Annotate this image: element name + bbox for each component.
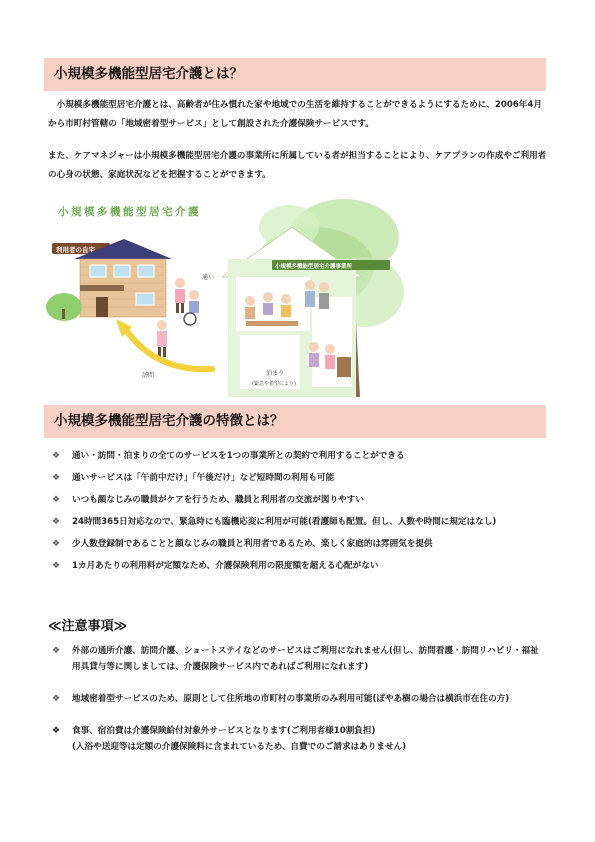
commute-label: 通い — [202, 274, 215, 281]
feature-text: 24時間365日対応なので、緊急時にも臨機応変に利用が可能(看護師も配置。但し、人数や時間に規定はなし) — [72, 517, 497, 527]
visit-label: 訪問 — [142, 372, 155, 379]
note-text: 地域密着型サービスのため、原則として住所地の市町村の事業所のみ利用可能(ぽやあ樹の場合は横浜市在住の方) — [72, 694, 510, 704]
note-text: 外部の通所介護、訪問介護、ショートステイなどのサービスはご利用になれません(但し、訪問看護・訪問リハビリ・福祉用具貸与等に関しましては、介護保険サービス内であればご利用になれます) — [72, 646, 539, 672]
note-text: 食事、宿泊費は介護保険給付対象外サービスとなります(ご利用者様10割負担) (入浴や送迎等は定額の介護保険料に含まれているため、自費でのご請求はありません) — [72, 726, 407, 752]
section-heading-about: 小規模多機能型居宅介護とは？ — [44, 58, 546, 91]
home-label: 利用者の自宅 — [56, 246, 95, 254]
stay-sub-label: (緊急や希望により) — [252, 381, 296, 387]
list-item — [52, 468, 547, 488]
list-item — [52, 534, 547, 554]
notes-heading: ≪注意事項≫ — [48, 619, 128, 634]
notes-list — [52, 643, 547, 755]
section-heading-features: 小規模多機能型居宅介護の特徴とは？ — [44, 405, 546, 438]
feature-text: 少人数登録制であることと顔なじみの職員と利用者であるため、楽しく家庭的は雰囲気を提供 — [72, 539, 433, 549]
facility-label: 小規模多機能型居宅介護事業所 — [275, 264, 353, 270]
diamond-bullet-icon: ❖ — [52, 539, 61, 549]
feature-text: 通いサービスは「午前中だけ」「午後だけ」など短時間の利用も可能 — [72, 473, 335, 483]
list-item — [52, 723, 547, 755]
feature-text: いつも顔なじみの職員がケアを行うため、職員と利用者の交流が図りやすい — [72, 495, 364, 505]
list-item — [52, 643, 547, 675]
diamond-bullet-icon: ❖ — [52, 646, 61, 656]
diamond-bullet-icon: ❖ — [52, 694, 61, 704]
intro-paragraph: 小規模多機能型居宅介護とは、高齢者が住み慣れた家や地域での生活を維持することができるようにするために、2006年4月から市町村管轄の「地域密着型サービス」として創設された介護保険サービスです。 — [48, 100, 542, 129]
list-item — [52, 556, 547, 576]
diamond-bullet-icon: ❖ — [52, 561, 61, 571]
feature-text: 1カ月あたりの利用料が定額なため、介護保険利用の限度額を超える心配がない — [72, 561, 379, 571]
visit-arrow — [124, 327, 212, 369]
list-item — [52, 446, 547, 466]
features-list — [52, 446, 547, 578]
diamond-bullet-icon: ❖ — [52, 726, 61, 736]
diamond-bullet-icon: ❖ — [52, 517, 61, 527]
diamond-bullet-icon: ❖ — [52, 473, 61, 483]
list-item — [52, 691, 547, 707]
service-illustration — [44, 197, 404, 397]
list-item — [52, 490, 547, 510]
stay-label: 泊まり — [266, 370, 285, 377]
diamond-bullet-icon: ❖ — [52, 495, 61, 505]
feature-text: 通い・訪問・泊まりの全てのサービスを1つの事業所との契約で利用することができる — [72, 451, 405, 461]
illustration-title: 小規模多機能型居宅介護 — [58, 206, 201, 218]
care-manager-paragraph: また、ケアマネジャーは小規模多機能型居宅介護の事業所に所属している者が担当することにより、ケアプランの作成やご利用者の心身の状態、家庭状況などを把握することができます。 — [48, 151, 547, 180]
diamond-bullet-icon: ❖ — [52, 451, 61, 461]
list-item — [52, 512, 547, 532]
